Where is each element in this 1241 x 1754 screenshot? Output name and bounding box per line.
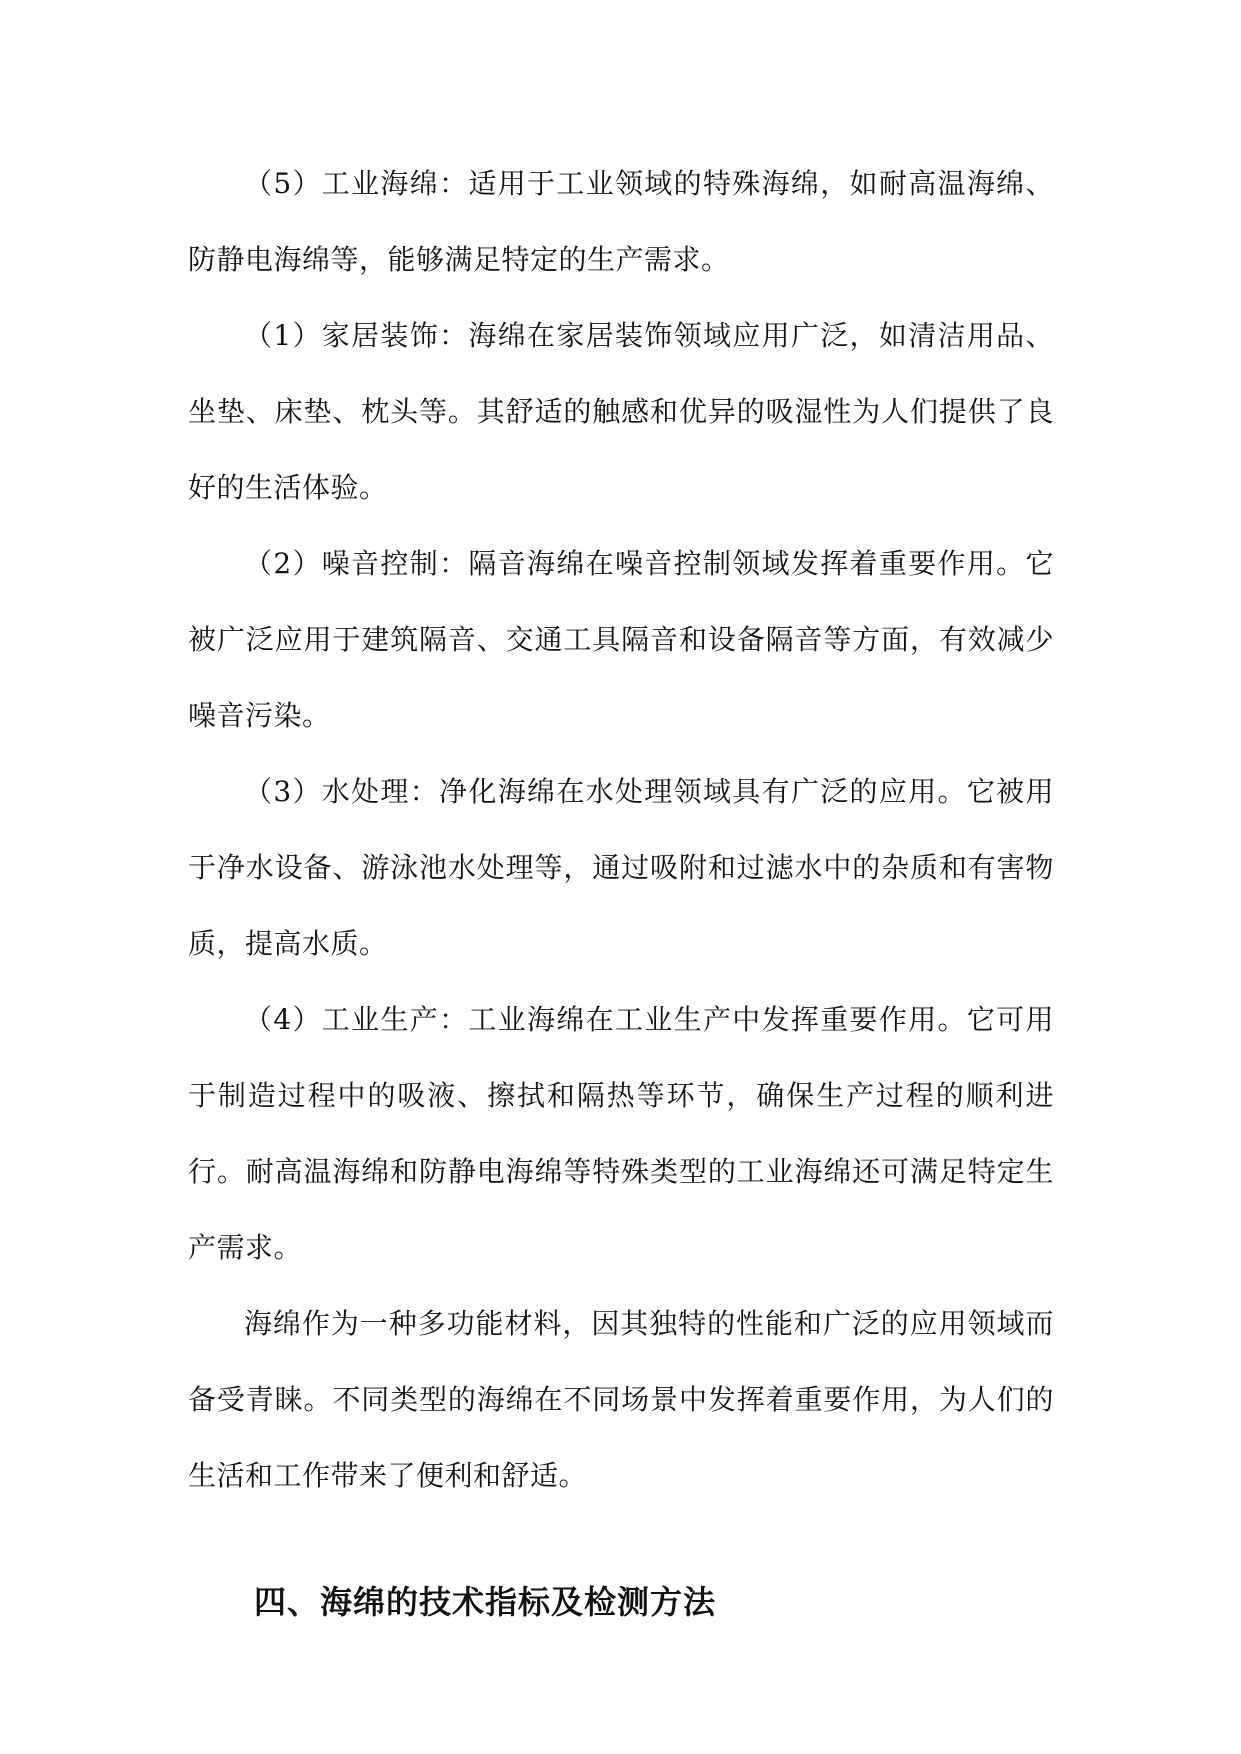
paragraph-noise-control: （2）噪音控制：隔音海绵在噪音控制领域发挥着重要作用。它被广泛应用于建筑隔音、交通工具隔音和设备隔音等方面，有效减少噪音污染。: [188, 547, 1054, 732]
body-text: [188, 146, 1054, 1514]
paragraph-home-decoration: （1）家居装饰：海绵在家居装饰领域应用广泛，如清洁用品、坐垫、床垫、枕头等。其舒适的触感和优异的吸湿性为人们提供了良好的生活体验。: [188, 319, 1054, 504]
paragraph-industrial-production: （4）工业生产：工业海绵在工业生产中发挥重要作用。它可用于制造过程中的吸液、擦拭和隔热等环节，确保生产过程的顺利进行。耐高温海绵和防静电海绵等特殊类型的工业海绵还可满足特定生产需求。: [188, 1003, 1054, 1264]
paragraph-summary: 海绵作为一种多功能材料，因其独特的性能和广泛的应用领域而备受青睐。不同类型的海绵在不同场景中发挥着重要作用，为人们的生活和工作带来了便利和舒适。: [188, 1307, 1054, 1492]
section-heading: 四、海绵的技术指标及检测方法: [254, 1583, 717, 1621]
paragraph-industrial-sponge: （5）工业海绵：适用于工业领域的特殊海绵，如耐高温海绵、防静电海绵等，能够满足特定的生产需求。: [188, 167, 1054, 276]
paragraph-water-treatment: （3）水处理：净化海绵在水处理领域具有广泛的应用。它被用于净水设备、游泳池水处理等，通过吸附和过滤水中的杂质和有害物质，提高水质。: [188, 775, 1054, 960]
